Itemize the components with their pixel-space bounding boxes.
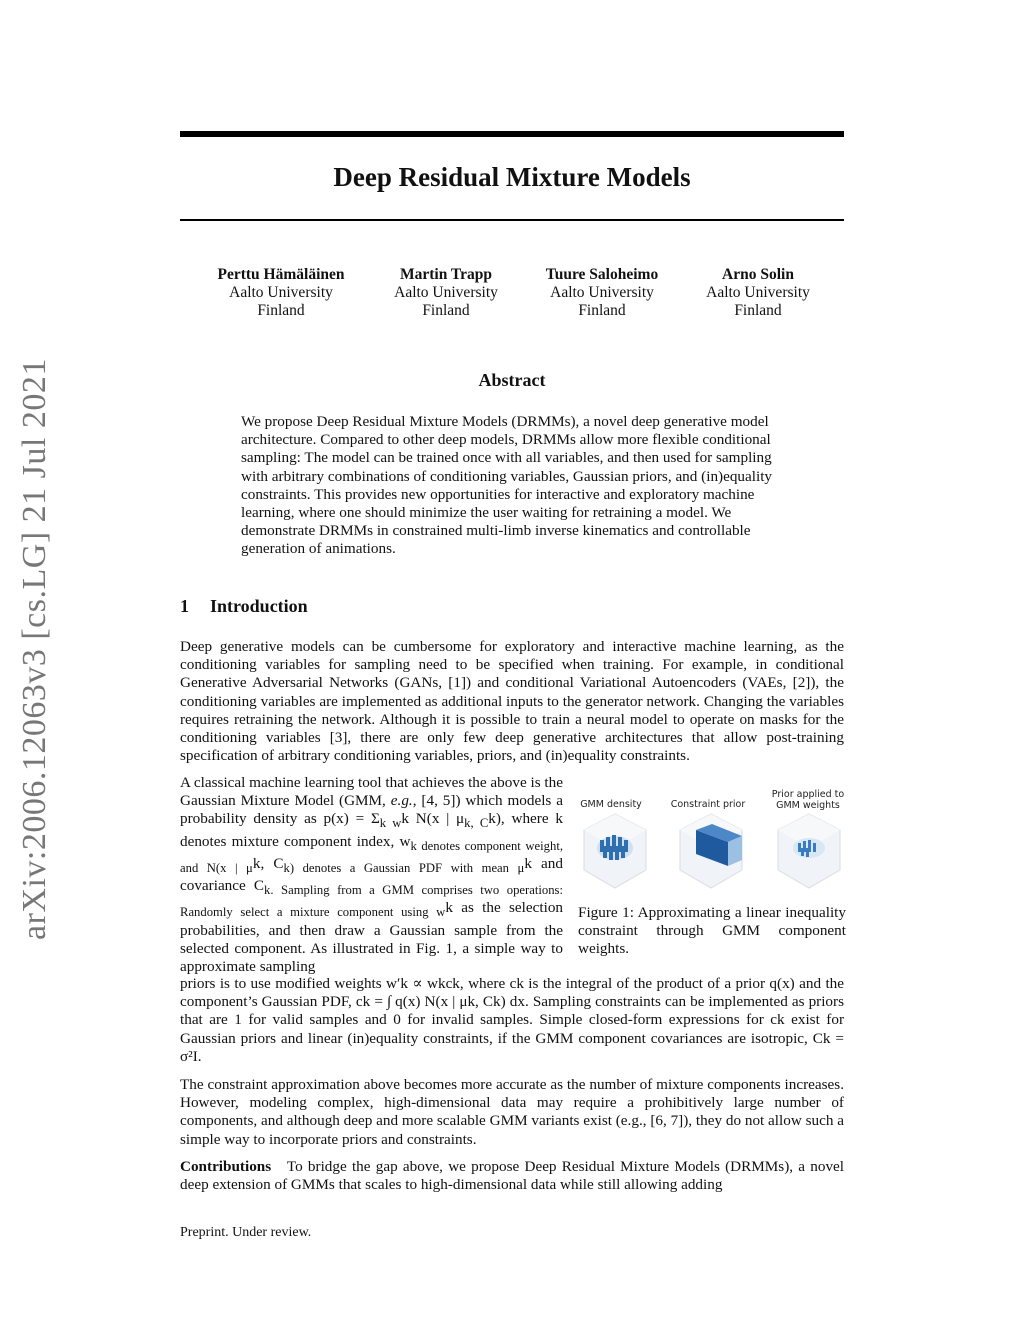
- gmm-paragraph-continued: priors is to use modified weights w′k ∝ wkck, where ck is the integral of the product of a prior q(x) and the component’s Gaussian PDF, ck = ∫ q(x) N(x | μk, Ck) dx. Sampling constraints can be implemented as priors that are 1 for valid samples and 0 for invalid samples. Simple closed-form expressions for ck exist for Gaussian priors and linear (in)equality constraints, if the GMM component covariances are isotropic, Ck = σ²I.: [180, 975, 844, 1065]
- author-name: Tuure Saloheimo: [545, 266, 659, 283]
- gmm-text: k denotes component weight, and N(x | μ: [180, 838, 564, 875]
- author-affiliation: Aalto University: [394, 284, 498, 301]
- author-affiliation: Aalto University: [550, 284, 654, 301]
- gmm-text: k. Sampling from a GMM comprises two operations: Randomly select a mixture component using w: [180, 883, 564, 920]
- abstract-heading: Abstract: [478, 370, 546, 390]
- author-country: Finland: [734, 302, 782, 319]
- author-name: Arno Solin: [722, 266, 794, 283]
- author-country: Finland: [578, 302, 626, 319]
- constraint-prior-plot: [676, 810, 746, 894]
- arxiv-side-label: arXiv:2006.12063v3 [cs.LG] 21 Jul 2021: [16, 358, 53, 940]
- gmm-text: k and covariance C: [180, 854, 563, 895]
- abstract-text: We propose Deep Residual Mixture Models (DRMMs), a novel deep generative model architecture. Compared to other deep models, DRMMs allow more flexible conditional sampling: The model can be trained once with all variables, and then used for sampling with arbitrary combinations of conditioning variables, Gaussian priors, and (in)equality constraints. This provides new opportunities for interactive and exploratory machine learning, where one should minimize the user waiting for retraining a model. We demonstrate DRMMs in constrained multi-limb inverse kinematics and controllable generation of animations.: [241, 413, 773, 558]
- author-2: [361, 266, 531, 320]
- gmm-text: A classical machine learning tool that achieves the above is the Gaussian Mixture Model (GMM,: [180, 774, 563, 810]
- title-rule-top: [180, 131, 844, 137]
- contributions-paragraph: [180, 1158, 844, 1194]
- constraint-paragraph: The constraint approximation above becomes more accurate as the number of mixture components increases. However, modeling complex, high-dimensional data may require a prohibitively large number of components, and although deep and more scalable GMM variants exist (e.g., [6, 7]), they do not allow such a simple way to incorporate priors and constraints.: [180, 1076, 844, 1148]
- panel-label-constraint-prior: Constraint prior: [670, 799, 746, 810]
- gmm-text: , [4, 5]) which models a probability density as p(x) = Σ: [180, 792, 564, 828]
- section-number: 1: [180, 596, 189, 616]
- gmm-text: k, C: [464, 816, 489, 831]
- gmm-text: k as the selection probabilities, and then draw a Gaussian sample from the selected component. As illustrated in Fig. 1, a simple way to approximate sampling: [180, 899, 564, 975]
- author-1: [196, 266, 366, 320]
- panel-label-gmm-density: GMM density: [580, 799, 642, 810]
- gmm-text: k w: [379, 816, 402, 831]
- gmm-paragraph-column: [180, 774, 563, 976]
- author-3: [517, 266, 687, 320]
- gmm-text: k), where k denotes mixture component index, w: [180, 810, 563, 850]
- contributions-text: To bridge the gap above, we propose Deep Residual Mixture Models (DRMMs), a novel deep extension of GMMs that scales to high-dimensional data while still allowing adding: [180, 1158, 844, 1194]
- gmm-text: k N(x | μ: [401, 810, 465, 828]
- intro-paragraph: Deep generative models can be cumbersome for exploratory and interactive machine learning, as the conditioning variables for sampling need to be specified when training. For example, in conditional Generative Adversarial Networks (GANs, [1]) and conditional Variational Autoencoders (VAEs, [2]), the conditioning variables are implemented as additional inputs to the generator network. Changing the variables requires retraining the network. Although it is possible to train a neural model to operate on masks for the conditioning variables [3], there are only few deep generative architectures that allow post-training specification of arbitrary conditioning variables, priors, and (in)equality constraints.: [180, 638, 844, 765]
- title-rule-bottom: [180, 219, 844, 221]
- section-heading: [180, 596, 308, 617]
- author-name: Martin Trapp: [399, 266, 492, 283]
- author-country: Finland: [257, 302, 305, 319]
- section-title: Introduction: [210, 596, 308, 616]
- gmm-text: k, C: [252, 854, 284, 872]
- panel-label-prior-applied: Prior applied to GMM weights: [771, 789, 845, 811]
- gmm-density-plot: [580, 810, 650, 894]
- gmm-text-eg: e.g.: [390, 792, 413, 810]
- author-country: Finland: [422, 302, 470, 319]
- figure-caption: Figure 1: Approximating a linear inequality constraint through GMM component weights.: [578, 904, 846, 958]
- footer-note: Preprint. Under review.: [180, 1225, 312, 1240]
- author-4: [673, 266, 843, 320]
- contributions-heading: Contributions: [180, 1158, 272, 1175]
- prior-applied-weights-plot: [774, 810, 844, 894]
- author-affiliation: Aalto University: [229, 284, 333, 301]
- gmm-text: k) denotes a Gaussian PDF with mean μ: [283, 860, 525, 875]
- author-name: Perttu Hämäläinen: [217, 266, 345, 283]
- paper-title: Deep Residual Mixture Models: [333, 162, 691, 192]
- author-affiliation: Aalto University: [706, 284, 810, 301]
